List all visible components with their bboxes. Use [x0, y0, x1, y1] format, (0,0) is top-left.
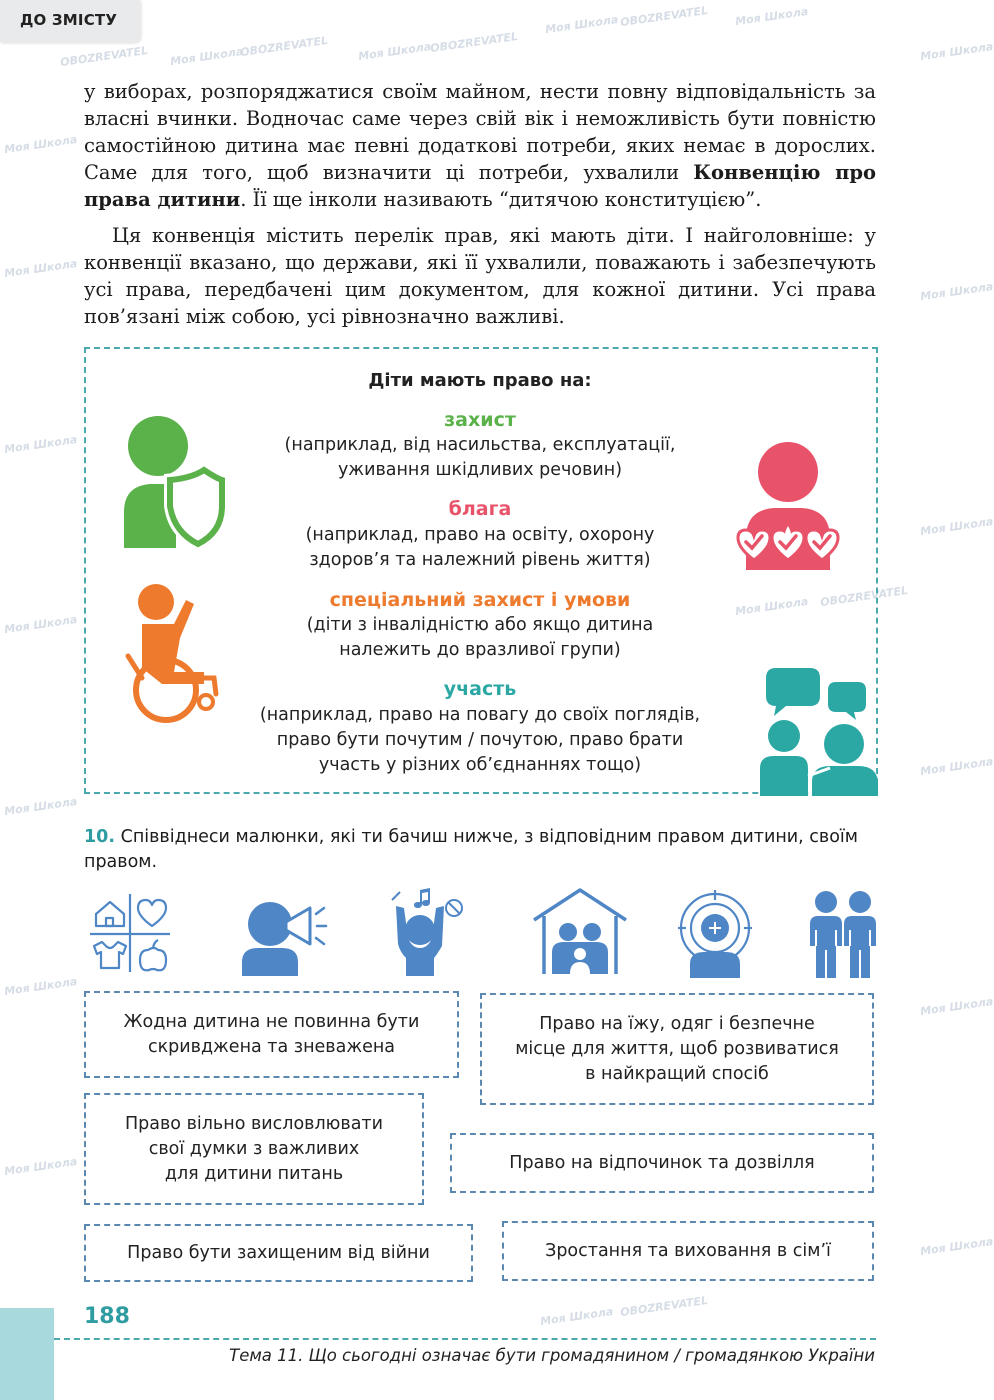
desc-line: (наприклад, право на повагу до своїх поглядів, — [259, 705, 701, 725]
card-free-expression[interactable] — [84, 1093, 424, 1205]
right-desc-protection — [200, 433, 760, 483]
desc-line: право бути почутим / почутою, право брати — [276, 730, 684, 750]
intro-text: Ця конвенція містить перелік прав, які мають діти. І найголовніше: у конвенції вказано, що держави, які її ухвалили, поважають і забезпечують усі права, передбачені цим документом, для кожної дитини. Усі права пов’язані між собою, усі рівнозначно важливі. — [84, 224, 876, 328]
watermark-mark: Моя Школа — [3, 974, 79, 999]
desc-line: (наприклад, право на освіту, охорону — [305, 525, 655, 545]
card-line: в найкращий спосіб — [585, 1063, 769, 1084]
home-heart-clothes-apple-icon — [88, 890, 172, 976]
right-desc-participation — [200, 703, 760, 778]
watermark-mark: Моя Школа — [169, 44, 245, 69]
desc-line: здоров’я та належний рівень життя) — [309, 550, 651, 570]
card-line: Право на відпочинок та дозвілля — [509, 1152, 815, 1173]
watermark-mark: Моя Школа — [3, 432, 79, 457]
card-rest-leisure[interactable] — [450, 1133, 874, 1193]
page-corner-accent — [0, 1308, 54, 1400]
two-children-icon — [808, 890, 878, 978]
watermark-mark: Моя Школа — [357, 39, 433, 64]
watermark-mark: Моя Школа — [919, 279, 994, 304]
watermark-mark: Моя Школа — [734, 594, 810, 619]
right-title-participation: участь — [443, 678, 517, 700]
watermark-mark: Моя Школа — [3, 256, 79, 281]
child-music-icon — [390, 886, 466, 976]
watermark-mark: Моя Школа — [544, 12, 620, 37]
desc-line: належить до вразливої групи) — [339, 640, 621, 660]
watermark-mark: Моя Школа — [919, 754, 994, 779]
card-line: Право вільно висловлювати — [125, 1113, 383, 1134]
footer-caption: Тема 11. Що сьогодні означає бути громадянином / громадянкою України — [229, 1346, 875, 1365]
card-food-clothes-home[interactable] — [480, 993, 874, 1105]
right-desc-benefits — [200, 523, 760, 573]
right-desc-special — [200, 613, 760, 663]
desc-line: (діти з інвалідністю або якщо дитина — [306, 615, 654, 635]
card-line: Жодна дитина не повинна бути — [123, 1011, 420, 1032]
watermark-mark: Моя Школа — [919, 994, 994, 1019]
desc-line: участь у різних об’єднаннях тощо) — [318, 755, 642, 775]
back-to-contents-button[interactable] — [0, 0, 140, 42]
watermark-mark: OBOZREVATEL — [619, 3, 709, 30]
card-family-upbringing[interactable] — [502, 1221, 874, 1281]
card-line: Право бути захищеним від війни — [127, 1242, 430, 1263]
participation-speech-icon — [752, 664, 882, 796]
desc-line: уживання шкідливих речовин) — [337, 460, 623, 480]
watermark-mark: OBOZREVATEL — [59, 43, 149, 70]
card-no-child-harmed[interactable] — [84, 991, 459, 1078]
target-child-icon — [678, 890, 752, 978]
family-house-icon — [530, 886, 630, 976]
watermark-mark: OBOZREVATEL — [819, 583, 909, 610]
card-war-protection[interactable] — [84, 1224, 473, 1282]
watermark-mark: Моя Школа — [3, 794, 79, 819]
footer-divider — [54, 1338, 876, 1340]
card-line: свої думки з важливих — [148, 1138, 360, 1159]
watermark-mark: Моя Школа — [3, 132, 79, 157]
watermark-mark: Моя Школа — [3, 1154, 79, 1179]
megaphone-child-icon — [236, 888, 328, 976]
convention-term: Конвенцію про права дитини — [84, 161, 876, 211]
task-10 — [84, 825, 884, 875]
watermark-mark: Моя Школа — [734, 4, 810, 29]
watermark-mark: Моя Школа — [919, 39, 994, 64]
right-title-benefits: блага — [448, 498, 512, 520]
protection-shield-person-icon — [118, 412, 230, 554]
task-number: 10. — [84, 827, 116, 847]
right-title-special: спеціальний захист і умови — [329, 589, 631, 611]
card-line: Зростання та виховання в сім’ї — [545, 1240, 831, 1261]
rights-heading: Діти мають право на: — [368, 370, 592, 391]
desc-line: (наприклад, від насильства, експлуатації, — [284, 435, 676, 455]
back-to-contents-label: ДО ЗМІСТУ — [20, 11, 118, 29]
task-text: Співвіднеси малюнки, які ти бачиш нижче, з відповідним правом дитини, своїм правом. — [84, 827, 858, 872]
intro-text: у виборах, розпоряджатися своїм майном, нести повну відповідальність за власні вчинки. Водночас саме через свій вік і неможливість бути повністю самостійною дитина має певні додаткові потреби, яких немає в дорослих. Саме для того, щоб визначити ці потреби, ухвалили — [84, 80, 876, 184]
watermark-mark: Моя Школа — [919, 514, 994, 539]
watermark-mark: Моя Школа — [539, 1304, 615, 1329]
wheelchair-child-icon — [122, 582, 222, 724]
watermark-mark: Моя Школа — [3, 612, 79, 637]
watermark-mark: OBOZREVATEL — [239, 33, 329, 60]
intro-paragraph-2 — [84, 222, 876, 330]
right-title-protection: захист — [444, 409, 516, 431]
intro-text: . Її ще інколи називають “дитячою конституцією”. — [240, 188, 762, 211]
card-line: місце для життя, щоб розвиватися — [515, 1038, 839, 1059]
watermark-mark: OBOZREVATEL — [429, 29, 519, 56]
benefits-hearts-person-icon — [732, 442, 840, 570]
card-line: для дитини питань — [164, 1163, 344, 1184]
page-number: 188 — [84, 1304, 130, 1329]
card-line: Право на їжу, одяг і безпечне — [539, 1013, 815, 1034]
intro-paragraph-1 — [84, 78, 876, 213]
watermark-mark: OBOZREVATEL — [619, 1293, 709, 1320]
watermark-mark: Моя Школа — [919, 1234, 994, 1259]
card-line: скривджена та зневажена — [147, 1036, 396, 1057]
